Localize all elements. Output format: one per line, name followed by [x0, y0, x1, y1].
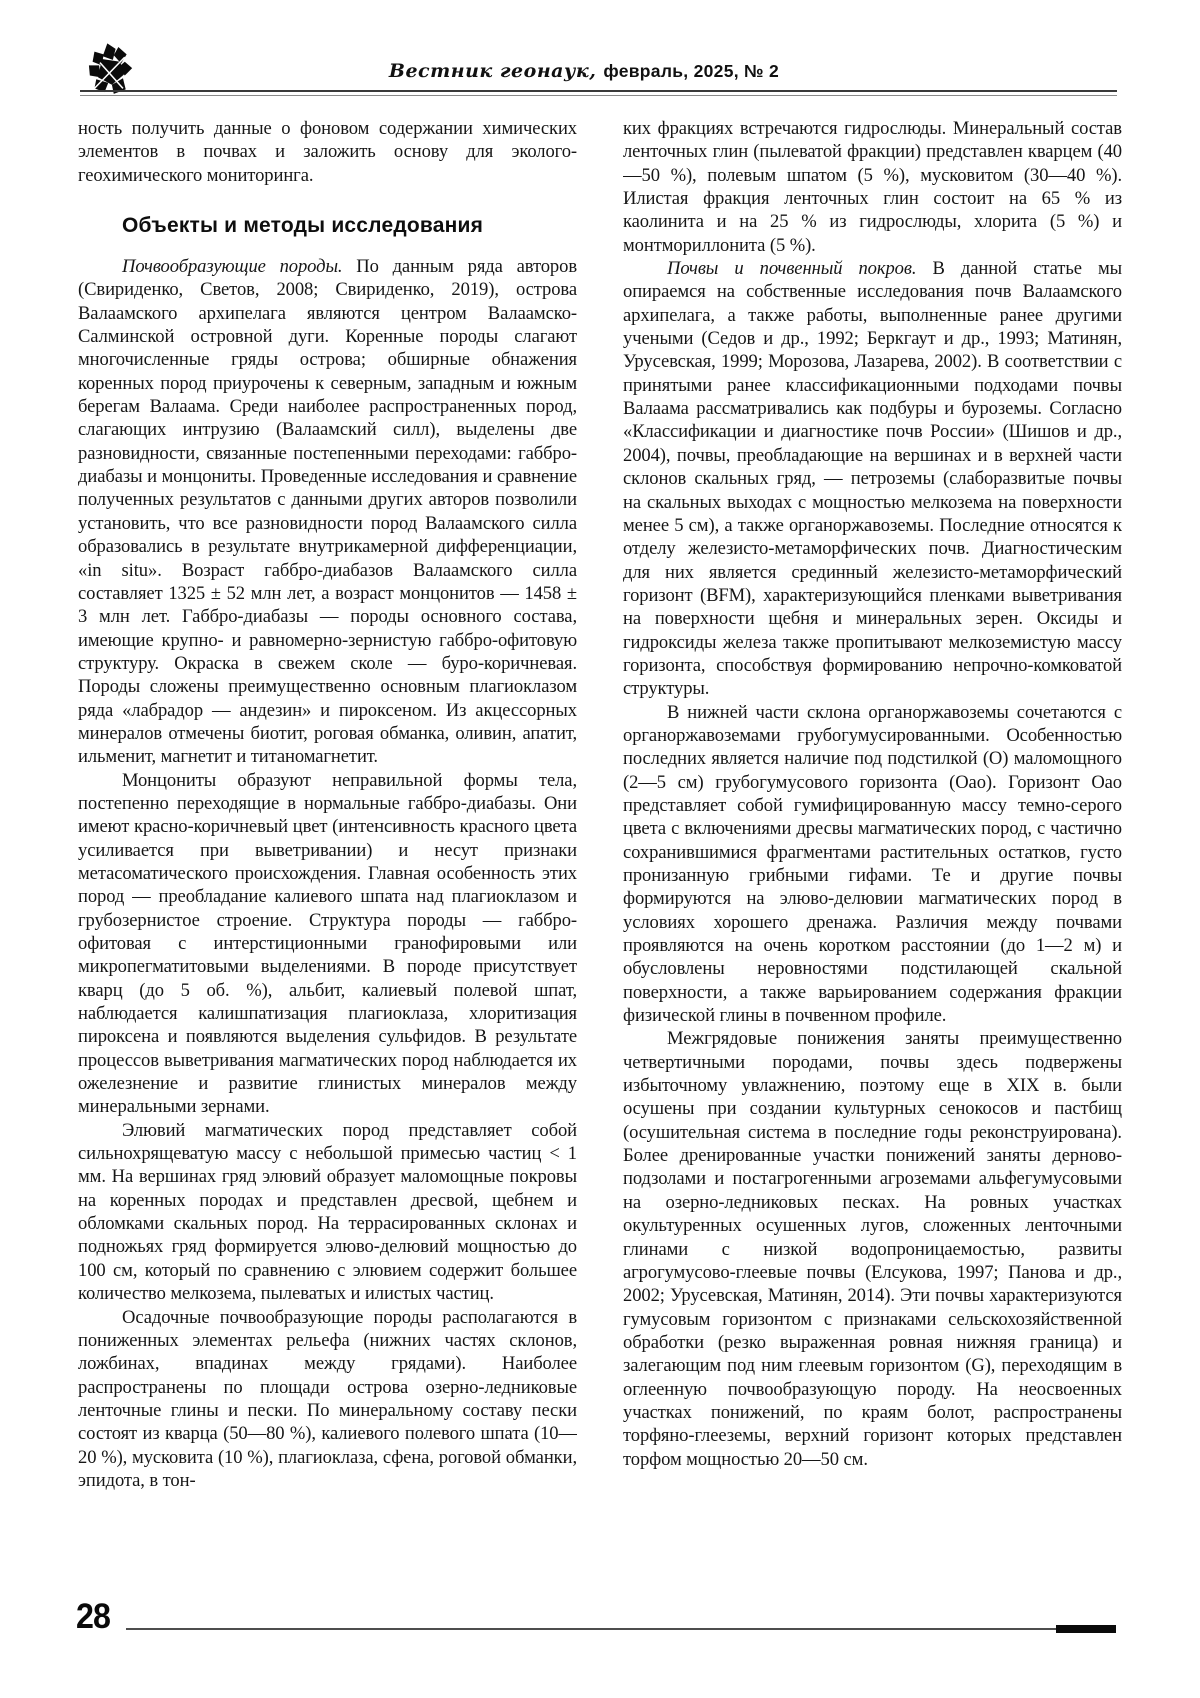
paragraph: Осадочные почвообразующие породы располагаются в пониженных элементах рельефа (нижних частях склонов, ложбинах, впадинах между грядами). Наиболее распространены по площади острова озерно-ледниковые ленточные глины и пески. По минеральному составу пески состоят из кварца (50—80 %), калиевого полевого шпата (10—20 %), мусковита (10 %), плагиоклаза, сфена, роговой обманки, эпидота, в тон-	[78, 1306, 577, 1491]
footer-divider-end-bar	[1056, 1625, 1116, 1633]
paragraph-lead-italic: Почвообразующие породы.	[122, 256, 357, 278]
paragraph: В нижней части склона органоржавоземы сочетаются с органоржавоземами грубогумусированными. Особенностью последних является наличие под подстилкой (О) маломощного (2—5 см) грубогумусового горизонта (Оао). Горизонт Оао представляет собой гумифицированную массу темно-серого цвета с включениями дресвы магматических пород, с частично сохранившимися фрагментами растительных остатков, густо пронизанную грибными гифами. Те и другие почвы формируются на элюво-делювии магматических пород в условиях хорошего дренажа. Различия между почвами проявляются на очень коротком расстоянии (до 1—2 м) и обусловлены неровностями подстилающей скальной поверхности, а также варьированием содержания фракции физической глины в почвенном профиле.	[623, 701, 1122, 1027]
paragraph-lead-italic: Почвы и почвенный покров.	[667, 258, 933, 280]
article-body	[78, 117, 1122, 1619]
paragraph: Элювий магматических пород представляет собой сильнохрящеватую массу с небольшой примесью частиц < 1 мм. На вершинах гряд элювий образует маломощные покровы на коренных породах и представлен дресвой, щебнем и обломками скальных пород. На террасированных склонах и подножьях гряд формируется элюво-делювий мощностью до 100 см, который по сравнению с элювием содержит большее количество мелкозема, пылеватых и илистых частиц.	[78, 1119, 577, 1305]
running-head	[0, 60, 1200, 82]
paragraph: ность получить данные о фоновом содержании химических элементов в почвах и заложить основу для эколого-геохимического мониторинга.	[78, 118, 577, 186]
paragraph: Почвообразующие породы. По данным ряда авторов (Свириденко, Светов, 2008; Свириденко, 2019), острова Валаамского архипелага являются центром Валаамско-Салминской островной дуги. Коренные породы слагают многочисленные гряды острова; обширные обнажения коренных пород приурочены к северным, западным и южным берегам Валаама. Среди наиболее распространенных пород, слагающих интрузию (Валаамский силл), выделены две разновидности, связанные постепенными переходами: габбро-диабазы и монцониты. Проведенные исследования и сравнение полученных результатов с данными других авторов позволили установить, что все разновидности пород Валаамского силла образовались в результате внутрикамерной дифференциации, «in situ». Возраст габбро-диабазов Валаамского силла составляет 1325 ± 52 млн лет, а возраст монцонитов — 1458 ± 3 млн лет. Габбро-диабазы — породы основного состава, имеющие крупно- и равномерно-зернистую габбро-офитовую структуру. Окраска в свежем сколе — буро-коричневая. Породы сложены преимущественно основным плагиоклазом ряда «лабрадор — андезин» и пироксеном. Из акцессорных минералов отмечены биотит, роговая обманка, оливин, апатит, ильменит, магнетит и титаномагнетит.	[78, 256, 577, 768]
paragraph: Почвы и почвенный покров. В данной статье мы опираемся на собственные исследования почв Валаамского архипелага, а также работы, выполненные ранее другими учеными (Седов и др., 1992; Беркгаут и др., 1993; Матинян, Урусевская, 1999; Морозова, Лазарева, 2002). В соответствии с принятыми ранее классификационными подходами почвы Валаама рассматривались как подбуры и буроземы. Согласно «Классификации и диагностике почв России» (Шишов и др., 2004), почвы, преобладающие на вершинах и в верхней части склонов скальных гряд, — петроземы (слаборазвитые почвы на скальных выходах с мощностью мелкозема на поверхности менее 5 см), а также органоржавоземы. Последние относятся к отделу железисто-метаморфических почв. Диагностическим для них является срединный железисто-метаморфический горизонт (BFM), характеризующийся пленками выветривания на поверхности щебня и минеральных зерен. Оксиды и гидроксиды железа также пропитывают мелкоземистую массу горизонта, способствуя формированию непрочно-комковатой структуры.	[623, 258, 1122, 700]
right-column	[623, 117, 1122, 1619]
header-divider	[80, 90, 1117, 96]
paragraph: Межгрядовые понижения заняты преимущественно четвертичными породами, почвы здесь подвержены избыточному увлажнению, поэтому еще в XIX в. были осушены при создании культурных сенокосов и пастбищ (осушительная система в последние годы реконструирована). Более дренированные участки понижений заняты дерново-подзолами и постагрогенными агроземами альфегумусовыми на озерно-ледниковых песках. На ровных участках окультуренных осушенных лугов, сложенных ленточными глинами с низкой водопроницаемостью, развиты агрогумусово-глеевые почвы (Елсукова, 1997; Панова и др., 2002; Урусевская, Матинян, 2014). Эти почвы характеризуются гумусовым горизонтом с признаками сельскохозяйственной обработки (резко выраженная ровная нижняя граница) и залегающим под ним глеевым горизонтом (G), переходящим в оглеенную почвообразующую породу. На неосвоенных участках понижений, по краям болот, распространены торфяно-глееземы, верхний горизонт которых представлен торфом мощностью 20—50 см.	[623, 1028, 1122, 1470]
footer-divider	[126, 1628, 1116, 1630]
issue-info: февраль, 2025, № 2	[603, 61, 780, 81]
paragraph: ких фракциях встречаются гидрослюды. Минеральный состав ленточных глин (пылеватой фракции) представлен кварцем (40—50 %), полевым шпатом (5 %), мусковитом (30—40 %). Илистая фракция ленточных глин состоит на 65 % из каолинита и на 25 % из гидрослюды, хлорита (5 %) и монтмориллонита (5 %).	[623, 118, 1122, 256]
section-heading: Объекты и методы исследования	[122, 214, 484, 238]
page-number: 28	[76, 1597, 110, 1636]
left-column	[78, 117, 577, 1619]
paragraph: Монцониты образуют неправильной формы тела, постепенно переходящие в нормальные габбро-диабазы. Они имеют красно-коричневый цвет (интенсивность красного цвета усиливается при выветривании) и несут признаки метасоматического происхождения. Главная особенность этих пород — преобладание калиевого шпата над плагиоклазом и грубозернистое строение. Структура породы — габбро-офитовая с интерстиционными гранофировыми или микропегматитовыми выделениями. В породе присутствует кварц (до 5 об. %), альбит, калиевый полевой шпат, наблюдается калишпатизация плагиоклаза, хлоритизация пироксена и появляются выделения сульфидов. В результате процессов выветривания магматических пород наблюдается их ожелезнение и развитие глинистых минералов между минеральными зернами.	[78, 769, 577, 1118]
journal-name: Вестник геонаук,	[388, 60, 597, 82]
